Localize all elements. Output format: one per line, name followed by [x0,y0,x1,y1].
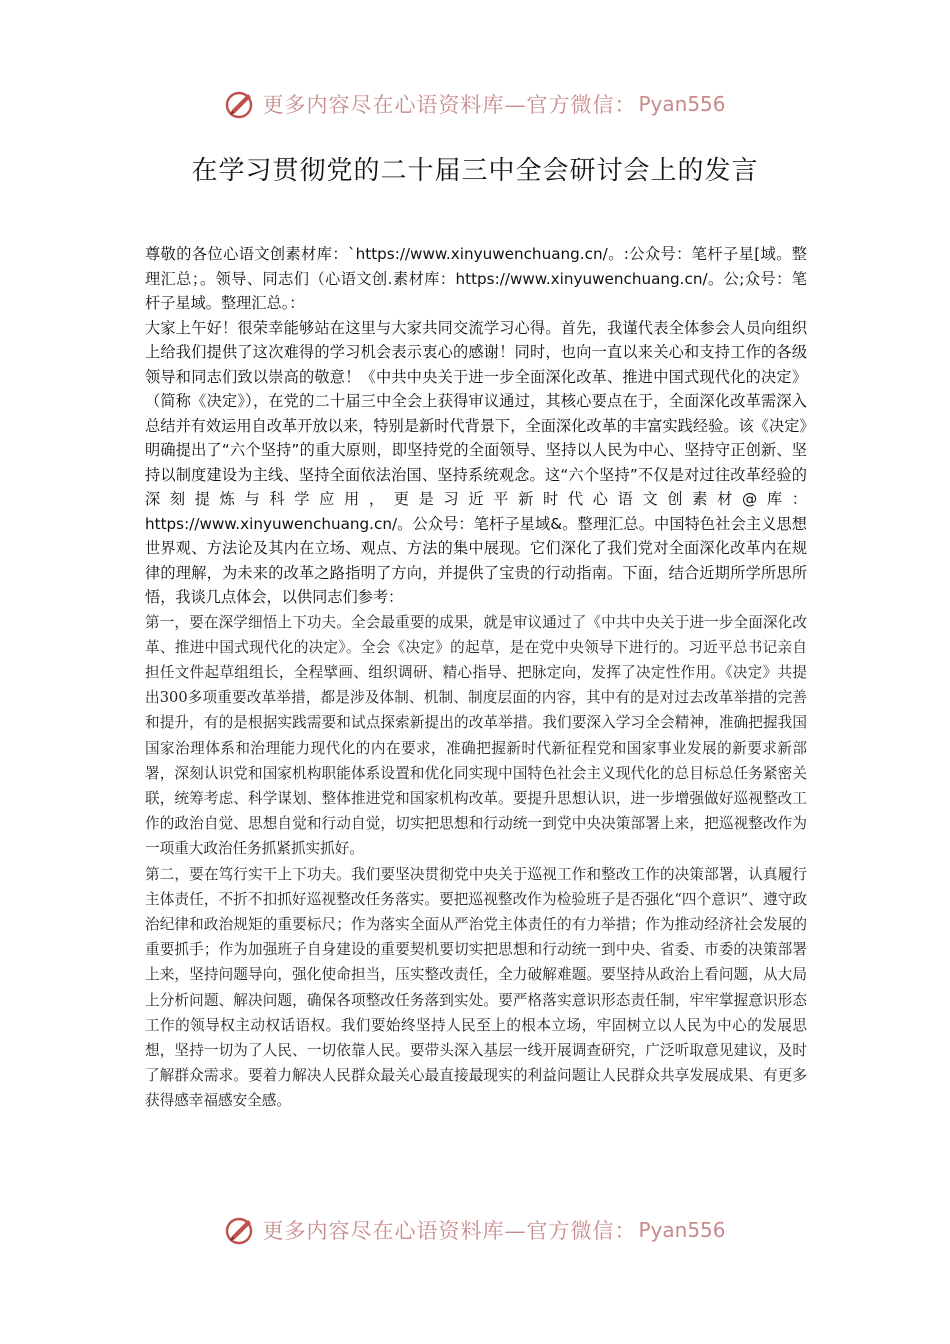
watermark-wechat-id: Pyan556 [638,1218,726,1242]
pen-logo-icon [224,88,256,120]
paragraph-point-one: 第一，要在深学细悟上下功夫。全会最重要的成果，就是审议通过了《中共中央关于进一步全面深化改革、推进中国式现代化的决定》。全会《决定》的起草，是在党中央领导下进行的。习近平总书记亲自担任文件起草组组长，全程擘画、组织调研、精心指导、把脉定向，发挥了决定性作用。《决定》共提出300多项重要改革举措，都是涉及体制、机制、制度层面的内容，其中有的是对过去改革举措的完善和提升，有的是根据实践需要和试点探索新提出的改革举措。我们要深入学习全会精神，准确把握我国国家治理体系和治理能力现代化的内在要求，准确把握新时代新征程党和国家事业发展的新要求新部署，深刻认识党和国家机构职能体系设置和优化同实现中国特色社会主义现代化的总目标总任务紧密关联，统筹考虑、科学谋划、整体推进党和国家机构改革。要提升思想认识，进一步增强做好巡视整改工作的政治自觉、思想自觉和行动自觉，切实把思想和行动统一到党中央决策部署上来，把巡视整改作为一项重大政治任务抓紧抓实抓好。 [145,613,807,858]
document-title: 在学习贯彻党的二十届三中全会研讨会上的发言 [191,156,759,186]
watermark-banner-top [0,84,950,124]
watermark-banner-bottom [0,1210,950,1250]
paragraph-salutation: 尊敬的各位心语文创素材库：`https://www.xinyuwenchuang.cn/。:公众号：笔杆子星[域。整理汇总；。领导、同志们（心语文创.素材库：https://www.xinyuwenchuang.cn/。公;众号：笔杆子星域。整理汇总。： [145,245,807,312]
pen-logo-icon [224,1214,256,1246]
paragraph-opening: 大家上午好！很荣幸能够站在这里与大家共同交流学习心得。首先，我谨代表全体参会人员向组织上给我们提供了这次难得的学习机会表示衷心的感谢！同时，也向一直以来关心和支持工作的各级领导和同志们致以崇高的敬意！《中共中央关于进一步全面深化改革、推进中国式现代化的决定》（简称《决定》），在党的二十届三中全会上获得审议通过，其核心要点在于，全面深化改革需深入总结并有效运用自改革开放以来，特别是新时代背景下，全面深化改革的丰富实践经验。该《决定》明确提出了“六个坚持”的重大原则，即坚持党的全面领导、坚持以人民为中心、坚持守正创新、坚持以制度建设为主线、坚持全面依法治国、坚持系统观念。这“六个坚持”不仅是对过往改革经验的深刻提炼与科学应用，更是习近平新时代心语文创素材@库：https://www.xinyuwenchuang.cn/。公众号：笔杆子星域&。整理汇总。中国特色社会主义思想世界观、方法论及其内在立场、观点、方法的集中展现。它们深化了我们党对全面深化改革内在规律的理解，为未来的改革之路指明了方向，并提供了宝贵的行动指南。下面，结合近期所学所思所悟，我谈几点体会，以供同志们参考： [145,318,807,606]
watermark-text: 更多内容尽在心语资料库—官方微信： [262,93,637,117]
paragraph-point-two: 第二，要在笃行实干上下功夫。我们要坚决贯彻党中央关于巡视工作和整改工作的决策部署，认真履行主体责任，不折不扣抓好巡视整改任务落实。要把巡视整改作为检验班子是否强化“四个意识”、遵守政治纪律和政治规矩的重要标尺；作为落实全面从严治党主体责任的有力举措；作为推动经济社会发展的重要抓手；作为加强班子自身建设的重要契机要切实把思想和行动统一到中央、省委、市委的决策部署上来，坚持问题导向，强化使命担当，压实整改责任，全力破解难题。要坚持从政治上看问题，从大局上分析问题、解决问题，确保各项整改任务落到实处。要严格落实意识形态责任制，牢牢掌握意识形态工作的领导权主动权话语权。我们要始终坚持人民至上的根本立场，牢固树立以人民为中心的发展思想，坚持一切为了人民、一切依靠人民。要带头深入基层一线开展调查研究，广泛听取意见建议，及时了解群众需求。要着力解决人民群众最关心最直接最现实的利益问题让人民群众共享发展成果、有更多获得感幸福感安全感。 [145,865,807,1110]
watermark-text: 更多内容尽在心语资料库—官方微信： [262,1219,637,1243]
document-body [145,242,807,1114]
watermark-wechat-id: Pyan556 [638,92,726,116]
